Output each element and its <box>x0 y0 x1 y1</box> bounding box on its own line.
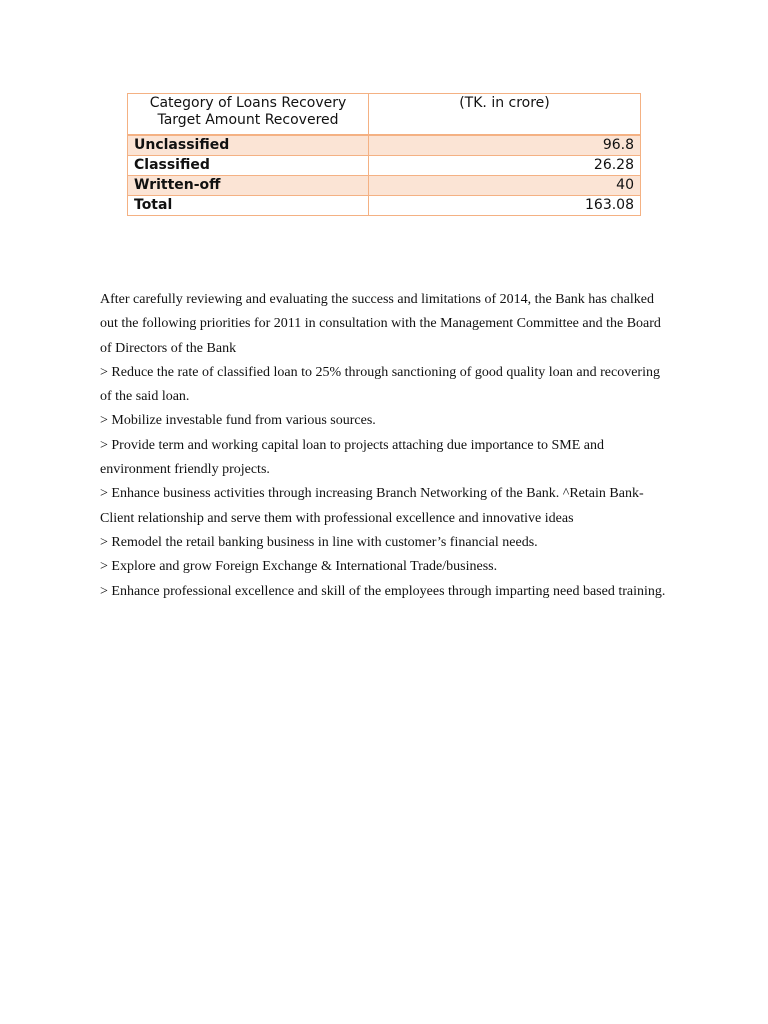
table-header-unit: (TK. in crore) <box>369 94 641 136</box>
row-value-classified: 26.28 <box>369 156 641 176</box>
table-row <box>128 156 641 176</box>
row-value-unclassified: 96.8 <box>369 135 641 156</box>
priority-item: > Enhance professional excellence and skill of the employees through imparting need based training. <box>100 583 666 599</box>
loan-recovery-table <box>127 93 641 216</box>
row-value-total: 163.08 <box>369 196 641 216</box>
priority-item: > Reduce the rate of classified loan to 25% through sanctioning of good quality loan and recovering of the said loan. <box>100 364 660 405</box>
table-row <box>128 176 641 196</box>
row-value-written-off: 40 <box>369 176 641 196</box>
table-row <box>128 135 641 156</box>
priority-item: > Mobilize investable fund from various sources. <box>100 413 376 429</box>
priority-item: > Enhance business activities through increasing Branch Networking of the Bank. ^Retain Bank-Client relationship and serve them with professional excellence and innovative ideas <box>100 486 644 526</box>
row-label-total: Total <box>128 196 369 216</box>
row-label-written-off: Written-off <box>128 176 369 196</box>
priority-item: > Remodel the retail banking business in line with customer’s financial needs. <box>100 534 538 550</box>
row-label-classified: Classified <box>128 156 369 176</box>
row-label-unclassified: Unclassified <box>128 135 369 156</box>
priority-item: > Provide term and working capital loan to projects attaching due importance to SME and environment friendly projects. <box>100 437 604 478</box>
intro-paragraph: After carefully reviewing and evaluating the success and limitations of 2014, the Bank has chalked out the following priorities for 2011 in consultation with the Management Committee and the Board of Directors of the Bank <box>100 292 661 356</box>
priorities-text <box>100 288 670 604</box>
table-header-row <box>128 94 641 136</box>
table-header-category: Category of Loans Recovery Target Amount Recovered <box>128 94 369 136</box>
table-row <box>128 196 641 216</box>
priority-item: > Explore and grow Foreign Exchange & International Trade/business. <box>100 559 498 575</box>
